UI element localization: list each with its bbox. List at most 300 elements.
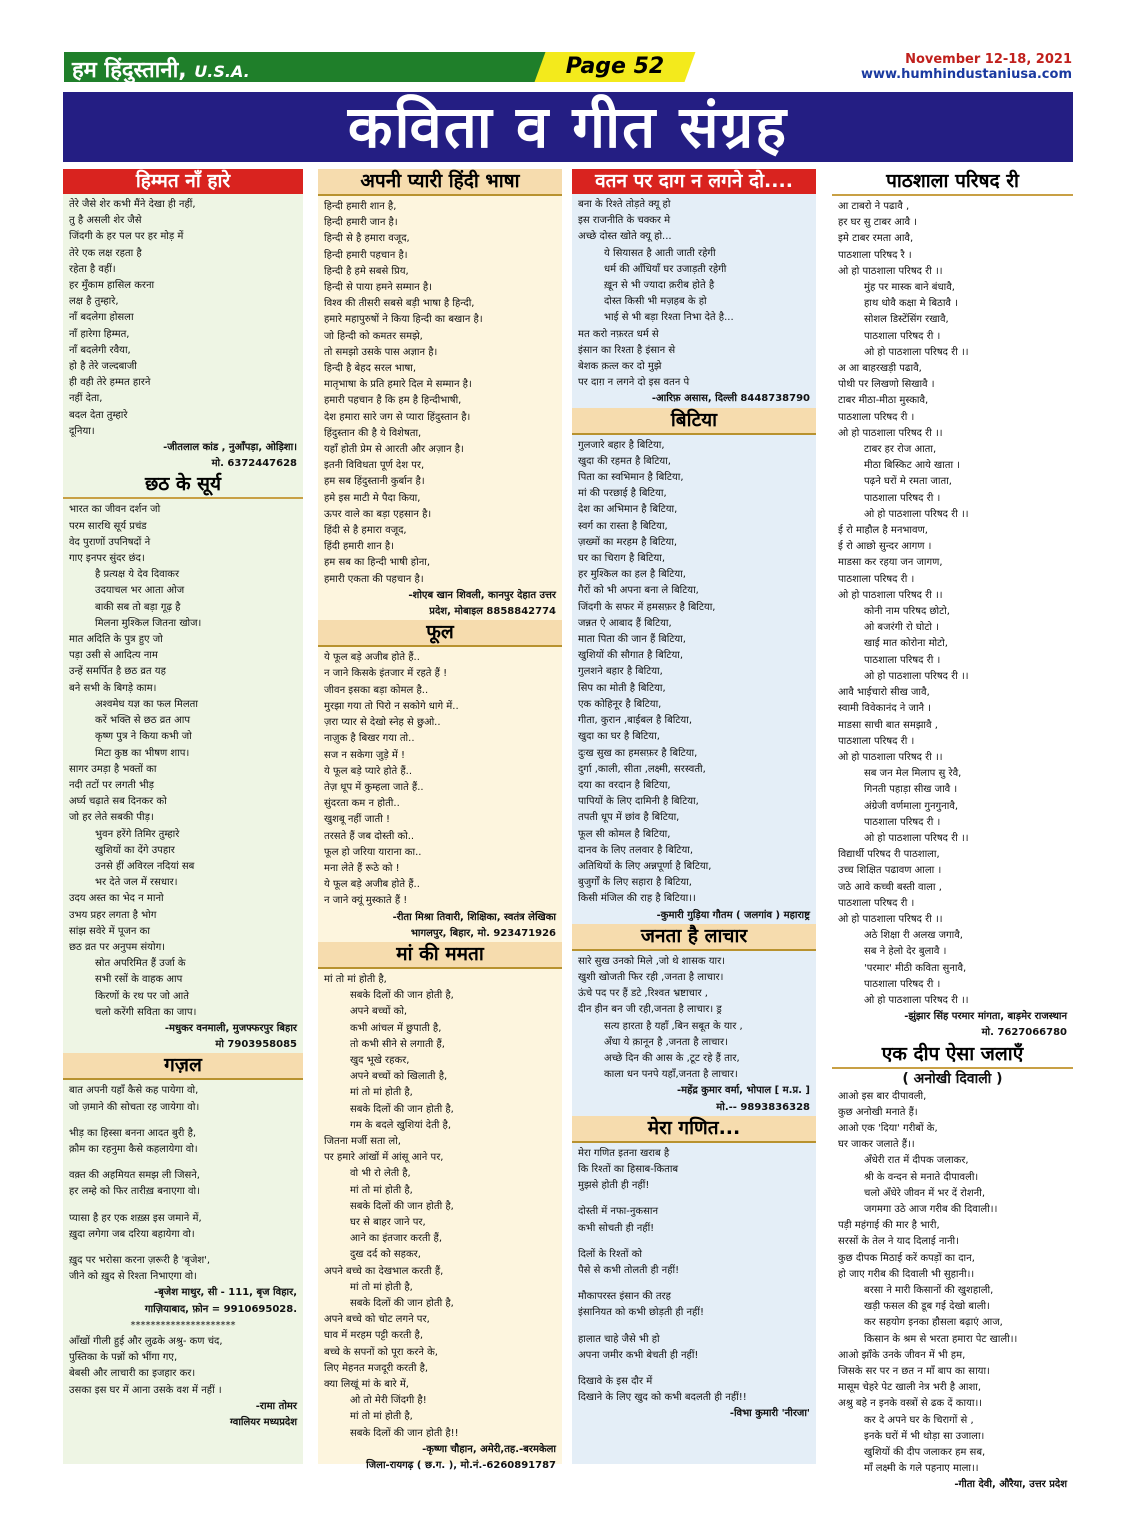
poem-line: जीने को ख़ुद से रिश्ता निभाएगा वो। bbox=[69, 1271, 197, 1283]
poem-line: गुलशने बहार है बिटिया, bbox=[578, 666, 663, 678]
poem-line: ज़ख्मों का मरहम है बिटिया, bbox=[578, 536, 678, 548]
poem-line: इस राजनीति के चक्कर मे bbox=[578, 215, 671, 227]
poem-line: तो समझो उसके पास अज्ञान है। bbox=[324, 346, 438, 358]
poem-line: मुंह पर मास्क बाने बंधावै, bbox=[864, 282, 955, 294]
poem-line: अच्छे दिन की आस के ,टूट रहे हैं तार, bbox=[604, 1052, 740, 1064]
page-number-tag bbox=[535, 52, 696, 82]
poem-line: गैरों को भी अपना बना ले बिटिया, bbox=[578, 585, 699, 597]
poem-line: ओ हो पाठशाला परिषद री ।। bbox=[838, 913, 943, 925]
poem-line: हिन्दी हमारी जान है। bbox=[324, 217, 398, 229]
poem-line: अच्छे दोस्त खोते क्यू हो... bbox=[578, 231, 672, 243]
poem-line: सबके दिलों की जान होती है, bbox=[350, 990, 454, 1002]
masthead-bar bbox=[64, 52, 554, 82]
poem-line: दोस्त किसी भी मज़हब के हो bbox=[604, 296, 707, 308]
poem-line: दीन हीन बन जी रही,जनता है लाचार। ड्र bbox=[578, 1004, 722, 1016]
poem-line: खुशबू नहीं जाती ! bbox=[324, 814, 390, 826]
poem-line: इंसानियत को कभी छोड़ती ही नहीं! bbox=[578, 1307, 704, 1319]
column-2 bbox=[318, 169, 562, 1472]
poem-line: प्यासा है हर एक शख़्स इस जमाने में, bbox=[69, 1212, 202, 1224]
poem-author: -मधुकर वनमाली, मुजफ्फरपुर बिहार bbox=[164, 1022, 297, 1034]
poem-line: है प्रत्यक्ष ये देव दिवाकर bbox=[95, 569, 180, 581]
poem-line: पाठशाला परिषद री । bbox=[838, 735, 915, 747]
poem-author-contact: जिला-रायगढ़ ( छ.ग. ), मो.नं.-6260891787 bbox=[366, 1460, 556, 1472]
poem-line: तरसते हैं जब दोस्ती को.. bbox=[324, 830, 415, 842]
page-number: Page 52 bbox=[565, 54, 665, 79]
poem-line: अपना जमीर कभी बेचती ही नहीं! bbox=[578, 1349, 699, 1361]
poem-line: बना के रिश्ते तोड़ते क्यू हो bbox=[578, 199, 671, 210]
poem-line: तेज़ धूप में कुम्हला जाते हैं.. bbox=[324, 781, 424, 793]
poem-line: भर देते जल में रसधार। bbox=[95, 877, 178, 889]
site-url[interactable]: www.humhindustaniusa.com bbox=[860, 67, 1072, 82]
poem-line: माडसा साची बात समझावै , bbox=[838, 719, 938, 731]
poem-author: -रामा तोमर bbox=[255, 1400, 297, 1412]
poem-line: छठ व्रत पर अनुपम संयोग। bbox=[69, 941, 165, 953]
poem-line: पड़ी महंगाई की मार है भारी, bbox=[838, 1220, 940, 1232]
poem-line: किरणों के रथ पर जो आते bbox=[95, 990, 189, 1002]
poem-line: नाँ हारेगा हिम्मत, bbox=[69, 328, 130, 340]
poem-line bbox=[578, 1279, 810, 1289]
poem-line: आ टाबरो ने पढावै , bbox=[838, 201, 910, 212]
poem-line: चलो करेंगी सविता का जाप। bbox=[95, 1006, 197, 1018]
poem-line: देश का अभिमान है बिटिया, bbox=[578, 504, 678, 516]
poem-line: दुर्गा ,काली, सीता ,लक्ष्मी, सरस्वती, bbox=[578, 763, 706, 775]
poem-author: -कृष्णा चौहान, अमेरी,तह.-बरमकेला bbox=[422, 1443, 556, 1455]
poem-line: किसी मंजिल की राह है बिटिया।। bbox=[578, 893, 696, 905]
poem-line: मासूम चेहरे पेट खाली नेत्र भरी है आशा, bbox=[838, 1382, 982, 1394]
poem-line: तेरे जैसे शेर कभी मैंने देखा ही नहीं, bbox=[69, 199, 196, 210]
poem-author-contact: मो.-- 9893836328 bbox=[716, 1101, 810, 1113]
poem-line: सब ने हेलो देर बुलावै । bbox=[864, 946, 947, 958]
poem-line: हमारी पहचान है कि हम है हिन्दीभाषी, bbox=[324, 395, 462, 407]
poem-line: फूल हो जरिया याराना का.. bbox=[324, 846, 422, 858]
poem-line: माँ लक्ष्मी के गले पहनाए माला।। bbox=[864, 1463, 979, 1475]
poem-line: उच्च शिक्षित पढावण आला । bbox=[838, 865, 942, 877]
poem-line: माडसा कर रहया जन जागण, bbox=[838, 557, 943, 569]
poem-line: ओ हो पाठशाला परिषद री ।। bbox=[864, 508, 969, 520]
poem-line: मत करो नफ़रत धर्म से bbox=[578, 328, 659, 340]
poem-line: पाठशाला परिषद री । bbox=[864, 330, 941, 342]
poem-author-contact: भागलपुर, बिहार, मो. 923471926 bbox=[410, 927, 556, 939]
poem-line: दुःख सुख का हमसफ़र है बिटिया, bbox=[578, 747, 698, 759]
poem-line: हर मुँकाम हासिल करना bbox=[69, 280, 155, 292]
poem-line: न जाने क्यूं मुस्काते हैं ! bbox=[324, 895, 408, 907]
poem-line: तेरे एक लक्ष रहता है bbox=[69, 247, 142, 259]
poem-line: पर दाग़ न लगने दो इस वतन पे bbox=[578, 377, 690, 389]
poem-title: अपनी प्यारी हिंदी भाषा bbox=[318, 169, 562, 196]
poem-author: -झुंझार सिंह परमार मांगता, बाड़मेर राजस्थान bbox=[904, 1011, 1067, 1023]
poem-line: पाठशाला परिषद री । bbox=[864, 978, 941, 990]
poem-title: जनता है लाचार bbox=[572, 924, 816, 951]
poem-line: हिंदी से है हमारा वजूद, bbox=[324, 525, 407, 537]
poem-line: मां तो मां होती है, bbox=[350, 1184, 413, 1196]
poem-title: गज़ल bbox=[63, 1053, 303, 1080]
poem-line: कर सहयोग इनका हौसला बढ़ाएं आज, bbox=[864, 1317, 1003, 1329]
poem-line: हाथ धोवै कक्षा मे बिठावै । bbox=[864, 298, 958, 310]
poem-line: सारे सुख उनको मिले ,जो थे शासक यार। bbox=[578, 955, 725, 967]
poem-author-contact: गाज़ियाबाद, फ़ोन = 9910695028. bbox=[144, 1303, 297, 1315]
poem-body bbox=[63, 1080, 303, 1431]
poem-line: चलो अँधेरे जीवन में भर दें रोशनी, bbox=[864, 1187, 986, 1199]
poem-line bbox=[69, 1116, 297, 1126]
poem-line: ये सियासत है आती जाती रहेगी bbox=[604, 247, 716, 259]
poem-line: सभी रसों के वाहक आप bbox=[95, 974, 183, 986]
poem-line: बच्चे के सपनों को पूरा करने के, bbox=[324, 1346, 438, 1358]
poem-author: -आरिफ़ असास, दिल्ली 8448738790 bbox=[651, 393, 810, 405]
poem-line: क्या लिखूं मां के बारे में, bbox=[324, 1379, 409, 1391]
poem-line: पिता का स्वभिमान है बिटिया, bbox=[578, 472, 684, 484]
poem-line: मां की परछाई है बिटिया, bbox=[578, 488, 667, 500]
poem-line: अँधा ये क़ानून है ,जनता है लाचार। bbox=[604, 1036, 728, 1048]
poem-line bbox=[69, 1201, 297, 1211]
poem-line: सज न सकेगा जुड़े में ! bbox=[324, 749, 406, 761]
poem-author-contact: प्रदेश, मोबाइल 8858842774 bbox=[429, 606, 556, 618]
poem-line: हो है तेरे जल्दबाजी bbox=[69, 361, 137, 373]
poem-line: हर मुश्किल का हल है बिटिया, bbox=[578, 569, 686, 581]
poem-line: तपती धूप में छांव है बिटिया, bbox=[578, 812, 680, 824]
poem-line: पैसे से कभी तोलती ही नहीं! bbox=[578, 1264, 680, 1276]
poem-line: क़ौम का रहनुमा कैसे कहलायेगा वो। bbox=[69, 1143, 198, 1155]
poem-line: खुशियों का देंगे उपहार bbox=[95, 844, 175, 856]
poem-line: दानव के लिए तलवार है बिटिया, bbox=[578, 844, 694, 856]
poem-line: हमारे महापुरुषों ने किया हिन्दी का बखान है। bbox=[324, 314, 483, 326]
poem-line: बेशक क़त्ल कर दो मुझे bbox=[578, 361, 662, 373]
poem-line: दिखाने के लिए खुद को कभी बदलती ही नहीं!! bbox=[578, 1392, 747, 1404]
poem-body bbox=[318, 969, 562, 1474]
poem-line: नाज़ुक है बिखर गया तो.. bbox=[324, 733, 415, 745]
poem-line: अ आ बाहरखड़ी पढावै, bbox=[838, 363, 922, 375]
poem-body bbox=[318, 196, 562, 620]
poem-line: नहीं देता, bbox=[69, 393, 103, 405]
poem-line: ये फूल बड़े अजीब होते हैं.. bbox=[324, 652, 420, 664]
poem-line: खड़ी फसल की डूब गई देखो बाली। bbox=[864, 1301, 990, 1313]
poem-line: जिंदगी के सफर में हमसफ़र है बिटिया, bbox=[578, 601, 716, 613]
poem-line: आओ एक 'दिया' गरीबों के, bbox=[838, 1122, 938, 1134]
poem-line: ख़ुदा लगेगा जब दरिया बहायेगा वो। bbox=[69, 1228, 195, 1240]
column-4 bbox=[832, 169, 1073, 1491]
separator-stars: ********************* bbox=[130, 1319, 236, 1331]
poem-line: सुंदरता कम न होती.. bbox=[324, 798, 400, 810]
poem-line: आओ इस बार दीपावली, bbox=[838, 1090, 927, 1102]
poem-line bbox=[69, 1243, 297, 1253]
poem-line: बात अपनी यहाँ कैसे कह पायेगा वो, bbox=[69, 1085, 199, 1097]
poem-line: पढ़ने घरों मे रमता जाता, bbox=[864, 476, 952, 488]
poem-line: कभी सोचती ही नहीं! bbox=[578, 1222, 655, 1234]
section-banner: कविता व गीत संग्रह bbox=[63, 92, 1073, 162]
poem-line: ओ हो पाठशाला परिषद री ।। bbox=[864, 832, 969, 844]
poem-line: जठे आवे कच्ची बस्ती वाला , bbox=[838, 881, 942, 893]
poem-line: अठे शिक्षा री अलख जगावै, bbox=[864, 930, 963, 942]
poem-line: तो कभी सीने से लगाती हैं, bbox=[350, 1038, 445, 1050]
poem-line: हर लम्हे को फिर तारीख़ बनाएगा वो। bbox=[69, 1186, 200, 1198]
poem-line: पाठशाला परिषद री । bbox=[864, 654, 941, 666]
poem-line: जो हर लेते सबकी पीड़। bbox=[69, 812, 154, 824]
poem-line: उदयाचल भर आता ओज bbox=[95, 585, 185, 597]
poem-title: बिटिया bbox=[572, 408, 816, 435]
poem-author-contact: ग्वालियर मध्यप्रदेश bbox=[229, 1417, 297, 1429]
poem-line: इमे टाबर रमता आवै, bbox=[838, 233, 914, 245]
poem-line: हिंदुस्तान की है ये विशेषता, bbox=[324, 427, 422, 439]
poem-title: वतन पर दाग न लगने दो.... bbox=[572, 169, 816, 194]
poem-line: मेरा गणित इतना खराब है bbox=[578, 1147, 670, 1159]
poem-author-contact: मो. 6372447628 bbox=[211, 458, 297, 470]
poem-line: अपने बच्चे का देखभाल करती हैं, bbox=[324, 1265, 444, 1277]
poem-line: अश्रु बहे न इनके वस्त्रों से ढक दें काया।। bbox=[838, 1398, 983, 1410]
masthead-usa: U.S.A. bbox=[194, 62, 250, 81]
poem-line: अपने बच्चे को चोट लगने पर, bbox=[324, 1314, 430, 1326]
poem-line: ई रो आछो सुन्दर आगण । bbox=[838, 541, 932, 553]
poem-line bbox=[69, 1158, 297, 1168]
poem-line: देश हमारा सारे जग से प्यारा हिंदुस्तान है। bbox=[324, 411, 471, 423]
poem-line: ख़ुद पर भरोसा करना ज़रूरी है 'बृजेश', bbox=[69, 1254, 211, 1266]
poem-line: पाठशाला परिषद री । bbox=[864, 492, 941, 504]
poem-line: कोनी नाम परिषद छोटो, bbox=[864, 606, 950, 618]
poem-body bbox=[63, 194, 303, 472]
poem-line: पाठशाला परिषद री । bbox=[864, 816, 941, 828]
poem-line: ओ हो पाठशाला परिषद री ।। bbox=[864, 994, 969, 1006]
poem-line: सबके दिलों की जान होती है!! bbox=[350, 1427, 459, 1439]
poem-line: मात अदिति के पुत्र हुए जो bbox=[69, 634, 163, 646]
poem-line: ओ हो पाठशाला परिषद री ।। bbox=[864, 670, 969, 682]
poem-line: कुछ दीपक मिठाई करें कपड़ों का दान, bbox=[838, 1252, 975, 1264]
poem-body bbox=[832, 196, 1073, 1042]
poem-line bbox=[578, 1322, 810, 1332]
poem-line: गुलजारे बहार है बिटिया, bbox=[578, 439, 665, 451]
poem-line: ओ हो पाठशाला परिषद री ।। bbox=[864, 346, 969, 358]
poem-line: ओ हो पाठशाला परिषद री ।। bbox=[838, 751, 943, 763]
poem-line: पाठशाला परिषद री । bbox=[838, 411, 915, 423]
poem-author: -महेंद्र कुमार वर्मा, भोपाल [ म.प्र. ] bbox=[677, 1085, 810, 1097]
poem-line: 'परमार' मीठी कविता सुनावै, bbox=[864, 962, 967, 974]
poem-line: सागर उमड़ा है भक्तों का bbox=[69, 763, 157, 775]
poem-title: छठ के सूर्य bbox=[63, 472, 303, 499]
poem-line: घर का चिराग है बिटिया, bbox=[578, 553, 666, 565]
poem-line: ओ हो पाठशाला परिषद री ।। bbox=[838, 427, 943, 439]
poem-line: धर्म की आँधियाँ घर उजाड़ती रहेगी bbox=[604, 263, 727, 275]
poem-line: ऊंचे पद पर हैं डटे ,रिश्वत भ्रष्टाचार , bbox=[578, 988, 708, 1000]
poem-line: आने का इंतजार करती हैं, bbox=[350, 1233, 443, 1245]
poem-body bbox=[63, 499, 303, 1053]
poem-line: हम सब हिंदुस्तानी कुर्बान है। bbox=[324, 476, 425, 488]
poem-line: बेबसी और लाचारी का इजहार कर। bbox=[69, 1368, 196, 1380]
poem-line: मिलना मुश्किल जितना खोज। bbox=[95, 617, 202, 629]
poem-line: घर जाकर जलाते हैं।। bbox=[838, 1139, 915, 1151]
poem-line: लक्ष है तुम्हारे, bbox=[69, 296, 119, 308]
poem-line: खुशियों की सौगात है बिटिया, bbox=[578, 650, 684, 662]
poem-line: बने सभी के बिगड़े काम। bbox=[69, 682, 157, 694]
poem-line: इतनी विविधता पूर्ण देश पर, bbox=[324, 460, 425, 472]
poem-line: उसका इस घर में आना उसके वश में नहीं । bbox=[69, 1384, 222, 1396]
poem-line: सबके दिलों की जान होती है, bbox=[350, 1200, 454, 1212]
poem-author: -रीता मिश्रा तिवारी, शिक्षिका, स्वतंत्र लेखिका bbox=[392, 911, 556, 923]
poem-line: दोस्ती में नफा-नुकसान bbox=[578, 1206, 659, 1218]
poem-line: सरसों के तेल ने याद दिलाई नानी। bbox=[838, 1236, 959, 1248]
poem-line: ओ बजरंगी रो घोटो । bbox=[864, 622, 939, 634]
poem-line: श्री के वन्दन से मनाते दीपावली। bbox=[864, 1171, 979, 1183]
poem-line: लिए मेहनत मजदूरी करती है, bbox=[324, 1362, 429, 1374]
poem-line: यहाँ होती प्रेम से आरती और अज़ान है। bbox=[324, 444, 464, 456]
poem-line: उभय प्रहर लगता है भोग bbox=[69, 909, 157, 921]
poem-line: ये फूल बड़े अजीब होते हैं.. bbox=[324, 879, 420, 891]
poem-line: घाव में मरहम पट्टी करती है, bbox=[324, 1330, 424, 1342]
poem-body bbox=[572, 951, 816, 1116]
poem-line: दुख दर्द को सहकर, bbox=[350, 1249, 421, 1261]
issue-date: November 12-18, 2021 bbox=[905, 52, 1072, 67]
poem-line: रहेता है वहीं। bbox=[69, 263, 116, 275]
poem-title: पाठशाला परिषद री bbox=[832, 169, 1073, 196]
poem-line: विश्व की तीसरी सबसे बड़ी भाषा है हिन्दी, bbox=[324, 298, 475, 310]
poem-line: बाकी सब तो बड़ा गूढ़ है bbox=[95, 601, 181, 613]
poem-line: खुशियों की दीप जलाकर हम सब, bbox=[864, 1447, 986, 1459]
poem-line: मुरझा गया तो पिरो न सकोगे धागे में.. bbox=[324, 700, 459, 712]
poem-line: आओ झाँके उनके जीवन में भी हम, bbox=[838, 1349, 966, 1361]
poem-author: -कुमारी गुड़िया गौतम ( जलगांव ) महाराष्ट्र bbox=[656, 909, 810, 921]
poem-line: इनके घरों में भी थोड़ा सा उजाला। bbox=[864, 1430, 985, 1442]
poem-line: टाबर हर रोज आता, bbox=[864, 444, 937, 456]
poem-line: फूल सी कोमल है बिटिया, bbox=[578, 828, 671, 840]
poem-line: गम के बदले खुशियां देती है, bbox=[350, 1119, 452, 1131]
poem-line: जीवन इसका बड़ा कोमल है.. bbox=[324, 684, 429, 696]
poem-line: आँखों गीली हुई और लुढके अश्रु- कण चंद, bbox=[69, 1336, 223, 1347]
poem-line: खुशी खोजती फिर रही ,जनता है लाचार। bbox=[578, 971, 724, 983]
poem-line: किसान के श्रम से भरता हमारा पेट खाली।। bbox=[864, 1333, 1018, 1345]
poem-line: नदी तटों पर लगती भीड़ bbox=[69, 779, 154, 791]
poem-title: मां की ममता bbox=[318, 942, 562, 969]
poem-line: हिंदी हमारी शान है। bbox=[324, 541, 394, 553]
poem-line: हालात चाहे जैसे भी हो bbox=[578, 1333, 660, 1345]
poem-line: हमारी एकता की पहचान है। bbox=[324, 573, 424, 585]
poem-line: कि रिश्तों का हिसाब-किताब bbox=[578, 1163, 679, 1175]
poem-line: गाए इनपर सुंदर छंद। bbox=[69, 553, 145, 565]
poem-title: फूल bbox=[318, 620, 562, 647]
poem-line: आवै भाईचारो सीख जावै, bbox=[838, 687, 930, 699]
poem-author-contact: मो. 7627066780 bbox=[981, 1027, 1067, 1039]
poem-title: हिम्मत नाँ हारे bbox=[63, 169, 303, 194]
poem-line bbox=[578, 1364, 810, 1374]
poem-body bbox=[832, 1089, 1073, 1494]
poem-line: दूनिया। bbox=[69, 425, 95, 437]
poem-line: हर घर सु टाबर आवै । bbox=[838, 217, 918, 229]
poem-line: हिन्दी से है हमारा वजूद, bbox=[324, 233, 410, 245]
poem-line: जिसके सर पर न छत न माँ बाप का साया। bbox=[838, 1366, 990, 1378]
poem-line: ई रो माहौल है मनभावण, bbox=[838, 525, 928, 537]
poem-line: ज़रा प्यार से देखो स्नेह से छुओ.. bbox=[324, 717, 441, 729]
poem-line: वो भी रो लेती है, bbox=[350, 1168, 411, 1180]
poem-line: बदल देता तुम्हारे bbox=[69, 409, 128, 421]
poem-line: मौकापरस्त इंसान की तरह bbox=[578, 1291, 671, 1303]
poem-line: खुद भूखे रहकर, bbox=[350, 1054, 410, 1066]
poem-author: -गीता देवी, औरैया, उत्तर प्रदेश bbox=[954, 1479, 1067, 1491]
poem-line: अँधेरी रात में दीपक जलाकर, bbox=[864, 1155, 969, 1167]
poem-author: -जीतलाल कांड , नुआँपड़ा, ओड़िशा। bbox=[163, 442, 297, 454]
poem-line: दिखावे के इस दौर में bbox=[578, 1376, 653, 1387]
poem-line: अतिथियों के लिए अन्नपूर्णा है बिटिया, bbox=[578, 860, 712, 872]
poem-line: बुजुर्गों के लिए सहारा है बिटिया, bbox=[578, 877, 692, 889]
poem-line: जितना मर्जी सता लो, bbox=[324, 1135, 401, 1147]
poem-line: भुवन हरेंगे तिमिर तुम्हारे bbox=[95, 828, 180, 840]
poem-line: मातृभाषा के प्रति हमारे दिल मे सम्मान है। bbox=[324, 379, 472, 391]
poem-line: इंसान का रिश्ता है इंसान से bbox=[578, 344, 676, 356]
poem-author: -बृजेश माथुर, सी - 111, बृज विहार, bbox=[153, 1287, 297, 1299]
poem-author-contact: मो 7903958085 bbox=[215, 1039, 297, 1051]
poem-line: न जाने किसके इंतजार में रहते हैं ! bbox=[324, 668, 448, 680]
poem-line: पर हमारे आंखों में आंसू आने पर, bbox=[324, 1152, 444, 1164]
poem-line: कृष्ण पुत्र ने किया कभी जो bbox=[95, 731, 192, 743]
poem-body bbox=[572, 1143, 816, 1423]
poem-line: अंग्रेजी वर्णमाला गुनगुनावै, bbox=[864, 800, 959, 812]
poem-line: एक कोहिनूर है बिटिया, bbox=[578, 698, 662, 710]
poem-line: पुस्तिका के पन्नों को भींगा गए, bbox=[69, 1352, 178, 1364]
issue-info bbox=[861, 52, 1072, 82]
poem-line: सब जन मेल मिलाप सु रेवै, bbox=[864, 768, 962, 780]
poem-line: सांझ सवेरे में पूजन का bbox=[69, 925, 150, 937]
poem-line: नाँ बदलेगा होसला bbox=[69, 312, 134, 324]
poem-line: कभी आंचल में छुपाती है, bbox=[350, 1022, 442, 1034]
poem-line: कुछ अनोखी मनाते हैं। bbox=[838, 1106, 918, 1118]
poem-line: वक़्त की अहमियत समझ ली जिसने, bbox=[69, 1170, 200, 1182]
poem-line: घर से बाहर जाने पर, bbox=[350, 1216, 426, 1228]
poem-line: खाई मात कोरोना मोटो, bbox=[864, 638, 948, 650]
column-3 bbox=[572, 169, 816, 1464]
poem-line: मिटा कुष्ठ का भीषण शाप। bbox=[95, 747, 190, 759]
poem-line: पाठशाला परिषद रै । bbox=[838, 249, 912, 261]
poem-line: सत्य हारता है यहाँ ,बिन सबूत के यार , bbox=[604, 1020, 743, 1032]
poem-line: दया का वरदान है बिटिया, bbox=[578, 779, 671, 791]
poem-line: जिंदगी के हर पल पर हर मोड़ में bbox=[69, 231, 184, 243]
poem-line: काला धन पनपे यहाँ,जनता है लाचार। bbox=[604, 1069, 738, 1081]
poem-line: मना लेते हैं रूठे को ! bbox=[324, 862, 400, 874]
poem-line: स्रोत अपरिमित हैं उर्जा के bbox=[95, 958, 186, 970]
poem-subtitle: ( अनोखी दिवाली ) bbox=[902, 1070, 1003, 1087]
poem-title: एक दीप ऐसा जलाएँ bbox=[832, 1042, 1073, 1069]
poem-body bbox=[572, 194, 816, 408]
poem-line: जो हिन्दी को कमतर समझे, bbox=[324, 330, 423, 342]
poem-line: सिप का मोती है बिटिया, bbox=[578, 682, 666, 694]
poem-line: उदय अस्त का भेद न मानो bbox=[69, 893, 164, 905]
column-1 bbox=[63, 169, 303, 1464]
poem-line: हिन्दी से पाया हमने सम्मान है। bbox=[324, 282, 433, 294]
poem-line: अश्वमेध यज्ञ का फल मिलता bbox=[95, 698, 198, 710]
poem-line: उन्हें समर्पित है छठ व्रत यह bbox=[69, 666, 166, 678]
poem-line: गीता, कुरान ,बाईबल है बिटिया, bbox=[578, 715, 693, 727]
poem-author: -विभा कुमारी 'नीरजा' bbox=[729, 1408, 810, 1420]
poem-line: हो जाए गरीब की दिवाली भी सुहानी।। bbox=[838, 1268, 975, 1280]
poem-line: मां तो मां होती है, bbox=[350, 1411, 413, 1423]
poem-line: गिनती पहाड़ा सीख जावै । bbox=[864, 784, 958, 796]
poem-line: माता पिता की जान हैं बिटिया, bbox=[578, 634, 686, 646]
poem-line: ओ हो पाठशाला परिषद री ।। bbox=[838, 589, 943, 601]
poem-line: पड़ा उसी से आदित्य नाम bbox=[69, 650, 158, 662]
poem-line: हम सब का हिन्दी भाषी होना, bbox=[324, 557, 431, 569]
poem-line: सबके दिलों की जान होती है, bbox=[350, 1103, 454, 1115]
poem-line: अपने बच्चों को खिलाती है, bbox=[350, 1071, 448, 1083]
poem-line: मां तो मां होती है, bbox=[350, 1087, 413, 1099]
poem-line: करें भक्ति से छठ व्रत आप bbox=[95, 715, 191, 727]
poem-line: ख़ून से भी ज्यादा क़रीब होते है bbox=[604, 280, 715, 292]
poem-line: ही वही तेरे हम्मत हारने bbox=[69, 377, 151, 389]
poem-line bbox=[578, 1237, 810, 1247]
poem-line: तु है असली शेर जैसे bbox=[69, 215, 142, 227]
poem-line: ये फूल बड़े प्यारे होते हैं.. bbox=[324, 765, 413, 777]
poem-line: अर्घ्य चढ़ाते सब दिनकर को bbox=[69, 796, 167, 808]
poem-line: ऊपर वाले का बड़ा एहसान है। bbox=[324, 508, 432, 520]
poem-line: स्वर्ग का रास्ता है बिटिया, bbox=[578, 520, 668, 532]
poem-line: स्वामी विवेकानंद ने जानै । bbox=[838, 703, 932, 715]
poem-line: उनसे हीं अविरल नदियां सब bbox=[95, 860, 195, 872]
poem-line bbox=[578, 1194, 810, 1204]
poem-line: मां तो मां होती है, bbox=[324, 973, 387, 985]
poem-line: भारत का जीवन दर्शन जो bbox=[69, 504, 161, 516]
poem-line: हिन्दी है बेहद सरल भाषा, bbox=[324, 363, 417, 375]
